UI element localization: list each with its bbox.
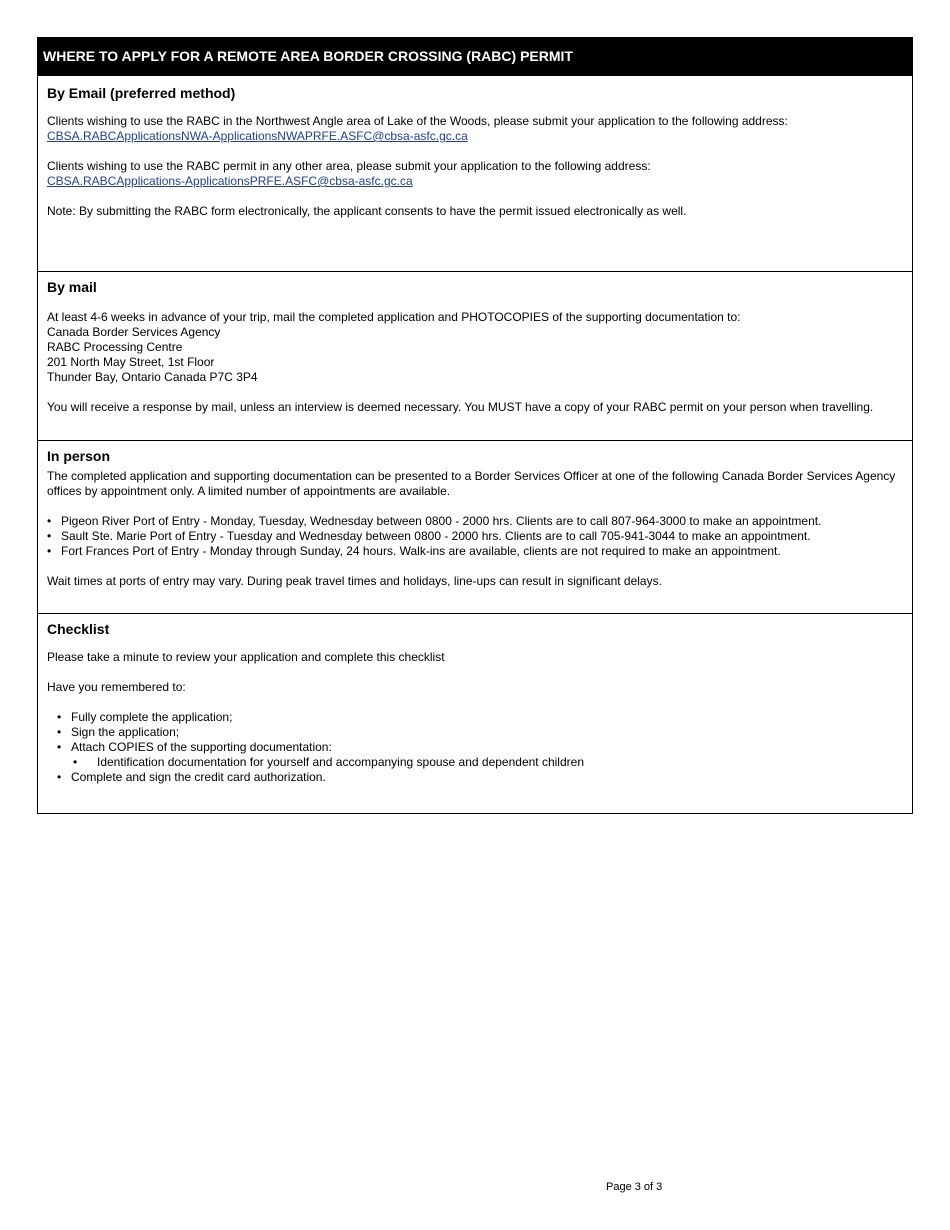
checklist-list (47, 710, 903, 785)
checklist-subitem: • Identification documentation for yourself and accompanying spouse and dependent children (57, 755, 903, 770)
email-note: Note: By submitting the RABC form electronically, the applicant consents to have the permit issued electronically as well. (47, 204, 687, 218)
mail-section-title: By mail (47, 279, 97, 295)
mail-response: You will receive a response by mail, unless an interview is deemed necessary. You MUST have a copy of your RABC permit on your person when travelling. (47, 400, 874, 414)
mail-address-line: 201 North May Street, 1st Floor (47, 355, 215, 369)
mail-address-line: Canada Border Services Agency (47, 325, 221, 339)
email-other-link[interactable]: CBSA.RABCApplications-ApplicationsPRFE.ASFC@cbsa-asfc.gc.ca (47, 174, 413, 188)
office-item: • Fort Frances Port of Entry - Monday through Sunday, 24 hours. Walk-ins are available, clients are not required to make an appointment. (47, 544, 903, 559)
page-title: WHERE TO APPLY FOR A REMOTE AREA BORDER CROSSING (RABC) PERMIT (38, 38, 912, 75)
form-frame (37, 37, 913, 814)
checklist-intro: Please take a minute to review your application and complete this checklist (47, 650, 445, 664)
in-person-section-title: In person (47, 448, 111, 464)
checklist-section-title: Checklist (47, 621, 110, 637)
checklist-item: • Attach COPIES of the supporting documentation: (57, 740, 903, 755)
in-person-intro: The completed application and supporting documentation can be presented to a Border Services Officer at one of the following Canada Border Services Agency offices by appointment only. A limited number of appointments are available. (47, 469, 896, 498)
office-item: • Sault Ste. Marie Port of Entry - Tuesday and Wednesday between 0800 - 2000 hrs. Clients are to call 705-941-3044 to make an appointment. (47, 529, 903, 544)
mail-intro: At least 4-6 weeks in advance of your trip, mail the completed application and PHOTOCOPIES of the supporting documentation to: (47, 310, 741, 324)
checklist-question: Have you remembered to: (47, 680, 186, 694)
email-other-instructions: Clients wishing to use the RABC permit in any other area, please submit your application to the following address: (47, 159, 651, 173)
checklist-section (38, 613, 912, 813)
page-number: Page 3 of 3 (606, 1181, 663, 1193)
email-nwa-link[interactable]: CBSA.RABCApplicationsNWA-ApplicationsNWAPRFE.ASFC@cbsa-asfc.gc.ca (47, 129, 468, 143)
mail-address-line: RABC Processing Centre (47, 340, 183, 354)
email-section (38, 75, 912, 271)
email-section-title: By Email (preferred method) (47, 85, 236, 101)
email-nwa-instructions: Clients wishing to use the RABC in the Northwest Angle area of Lake of the Woods, please submit your application to the following address: (47, 114, 788, 128)
office-item: • Pigeon River Port of Entry - Monday, Tuesday, Wednesday between 0800 - 2000 hrs. Clients are to call 807-964-3000 to make an appointment. (47, 514, 903, 529)
mail-address-line: Thunder Bay, Ontario Canada P7C 3P4 (47, 370, 258, 384)
checklist-item: • Fully complete the application; (57, 710, 903, 725)
office-list (47, 514, 903, 559)
wait-times-note: Wait times at ports of entry may vary. During peak travel times and holidays, line-ups can result in significant delays. (47, 574, 662, 588)
mail-section (38, 271, 912, 440)
in-person-section (38, 440, 912, 613)
checklist-item: • Sign the application; (57, 725, 903, 740)
checklist-item: • Complete and sign the credit card authorization. (57, 770, 903, 785)
